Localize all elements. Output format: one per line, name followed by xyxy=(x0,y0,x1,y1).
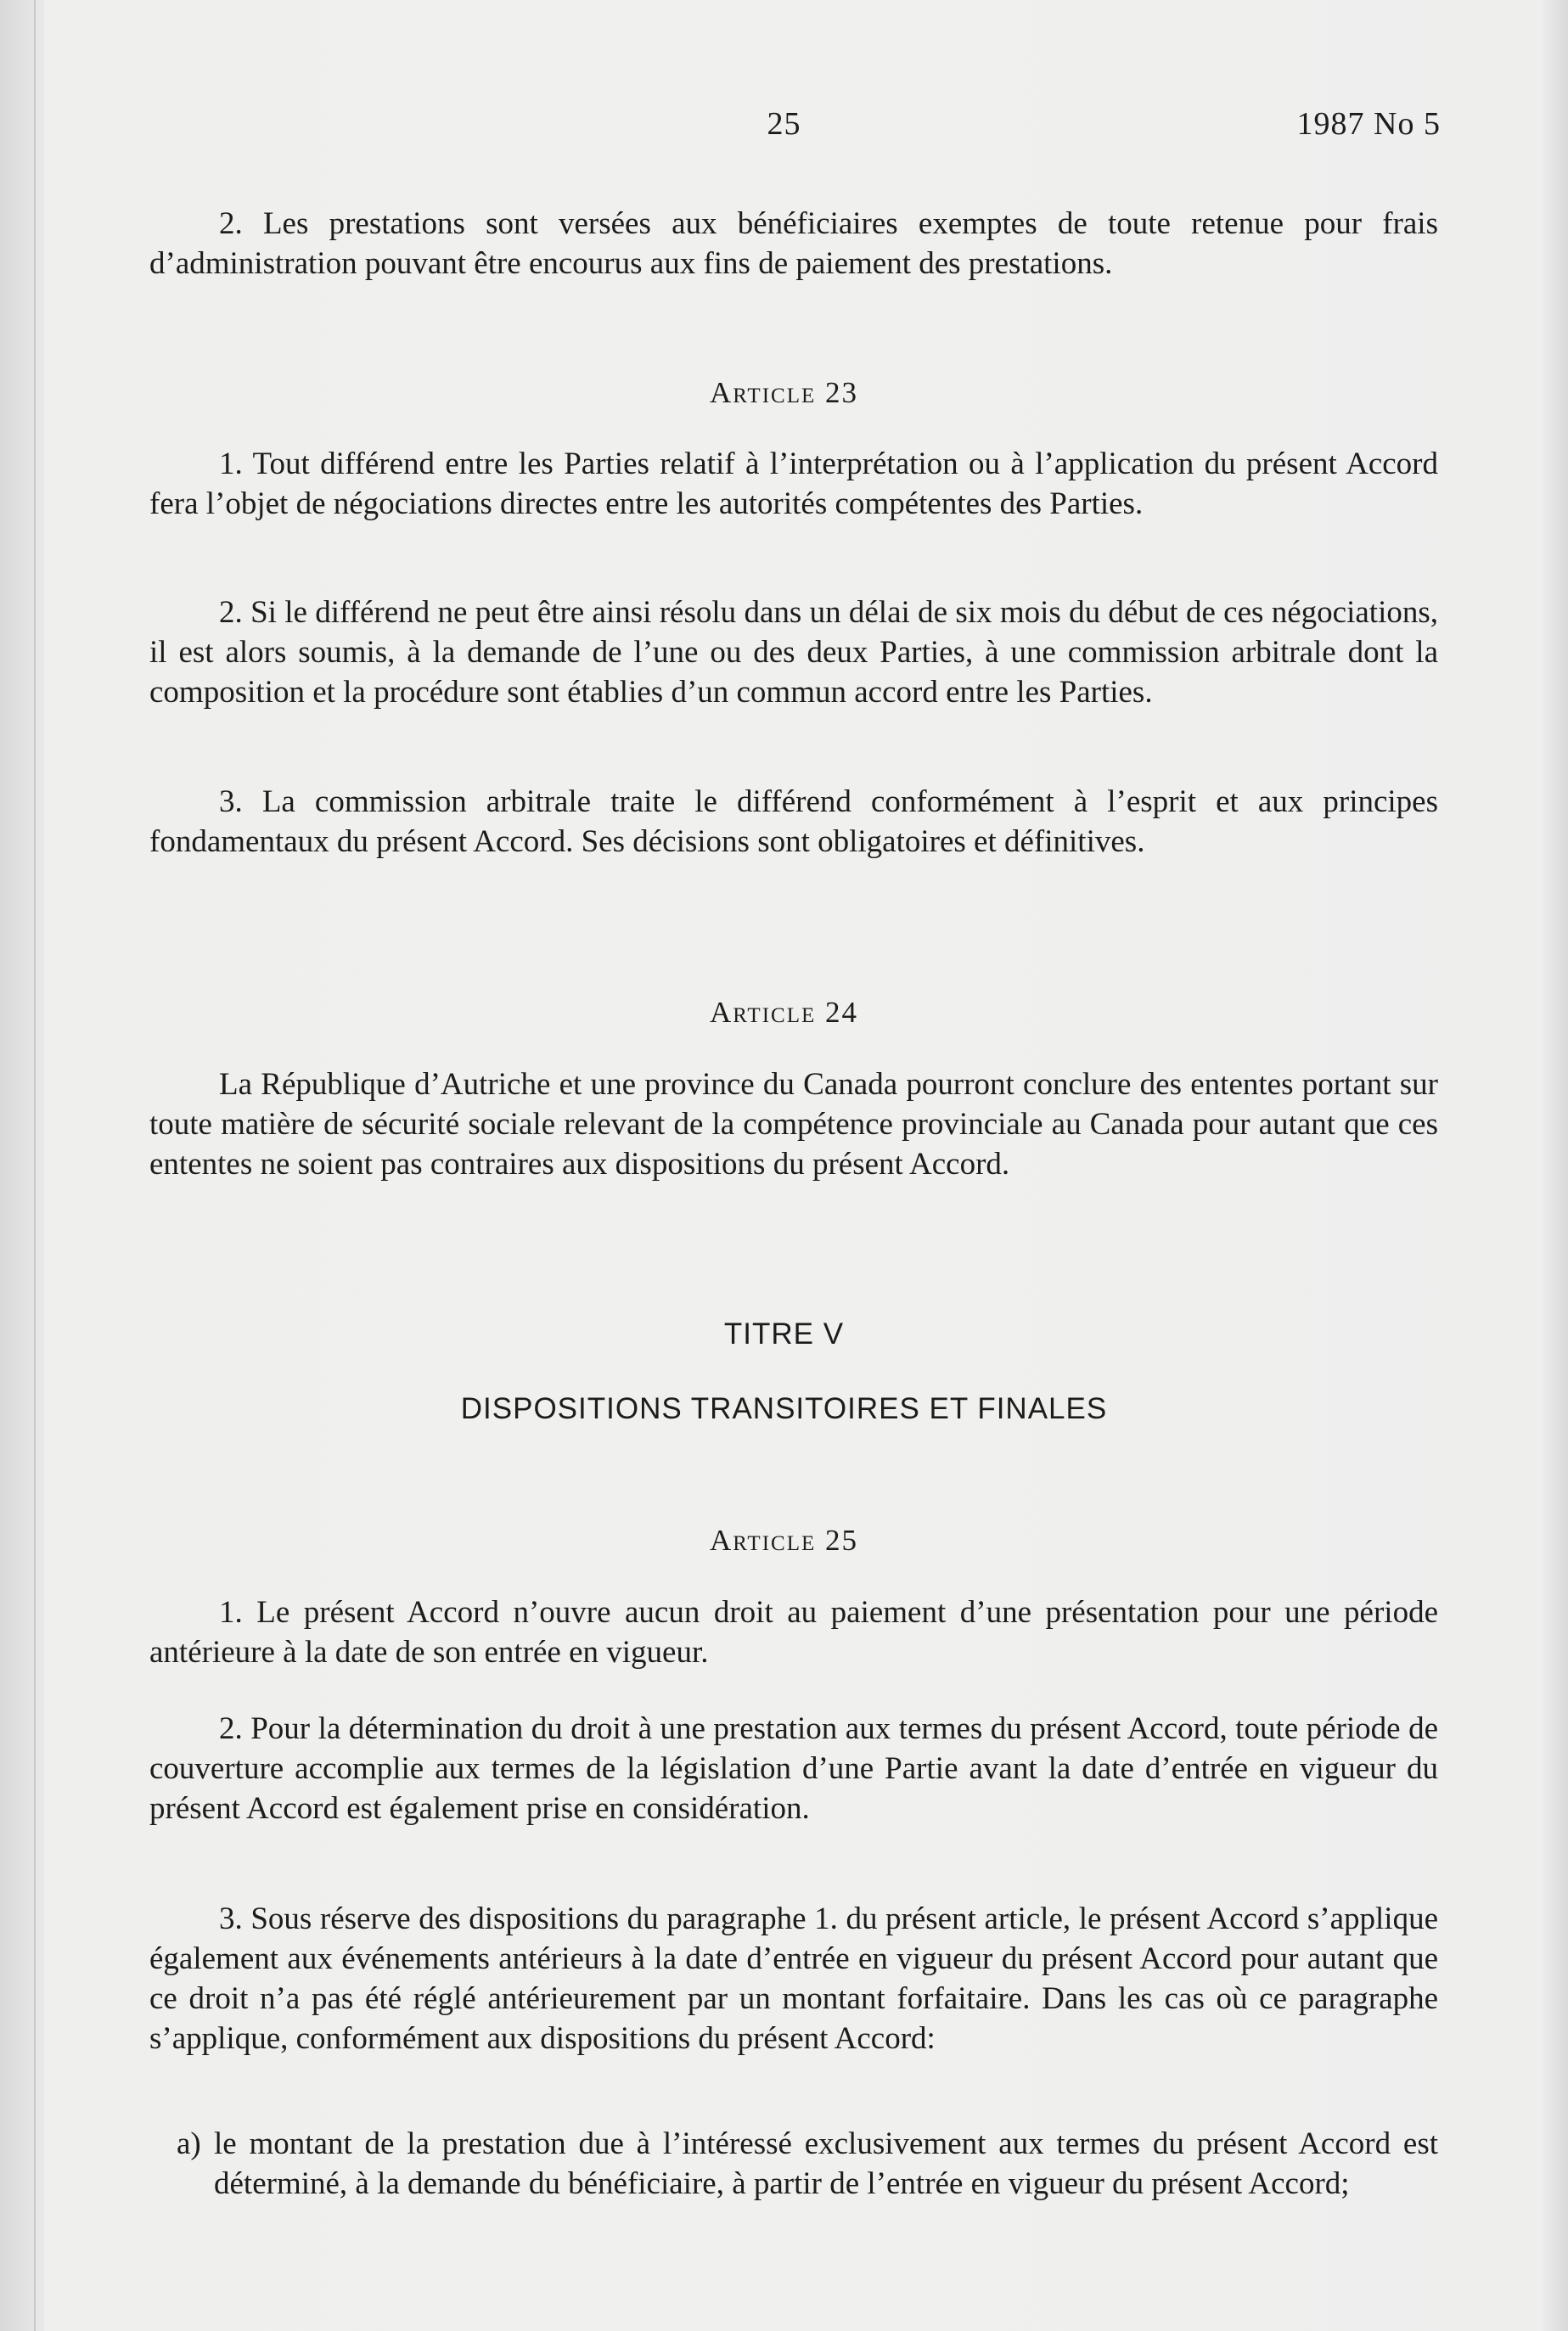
page-binding-edge xyxy=(0,0,44,2331)
article-25-paragraph-2: 2. Pour la détermination du droit à une prestation aux termes du présent Accord, toute période de couverture accomplie aux termes de la législation d’une Partie avant la date d’entrée en vigueur du présent Accord est également prise en considération. xyxy=(149,1711,1438,1826)
article-23-paragraph-3: 3. La commission arbitrale traite le différend conformément à l’esprit et aux principes fondamentaux du présent Accord. Ses décisions sont obligatoires et définitives. xyxy=(149,784,1438,859)
article-23-paragraph-2: 2. Si le différend ne peut être ainsi résolu dans un délai de six mois du début de ces négociations, il est alors soumis, à la demande de l’une ou des deux Parties, à une commission arbitrale dont la composition et la procédure sont établies d’un commun accord entre les Parties. xyxy=(149,595,1438,710)
article-23-paragraph-1: 1. Tout différend entre les Parties relatif à l’interprétation ou à l’application du présent Accord fera l’objet de négociations directes entre les autorités compétentes des Parties. xyxy=(149,447,1438,521)
title-number: TITRE V xyxy=(723,1317,845,1351)
page-right-edge xyxy=(1543,0,1568,2331)
article-25-paragraph-1: 1. Le présent Accord n’ouvre aucun droit au paiement d’une présentation pour une période antérieure à la date de son entrée en vigueur. xyxy=(149,1595,1438,1670)
issue-label: 1987 No 5 xyxy=(1296,106,1441,142)
item-a-text: le montant de la prestation due à l’intéressé exclusivement aux termes du présent Accord est déterminé, à la demande du bénéficiaire, à partir de l’entrée en vigueur du présent Accord; xyxy=(214,2126,1438,2201)
page-number: 25 xyxy=(767,106,801,142)
item-a-label: a) xyxy=(177,2126,201,2161)
article-25-paragraph-3: 3. Sous réserve des dispositions du paragraphe 1. du présent article, le présent Accord s’applique également aux événements antérieurs à la date d’entrée en vigueur du présent Accord pour autant que ce droit n’a pas été réglé antérieurement par un montant forfaitaire. Dans les cas où ce paragraphe s’applique, conformément aux dispositions du présent Accord: xyxy=(149,1901,1438,2056)
article-23-heading: Article 23 xyxy=(709,376,858,409)
article-24-paragraph: La République d’Autriche et une province du Canada pourront conclure des ententes portant sur toute matière de sécurité sociale relevant de la compétence provinciale au Canada pour autant que ces ententes ne soient pas contraires aux dispositions du présent Accord. xyxy=(149,1067,1438,1182)
article-25-heading: Article 25 xyxy=(709,1524,858,1557)
title-name: DISPOSITIONS TRANSITOIRES ET FINALES xyxy=(460,1392,1108,1425)
article-22-paragraph-2: 2. Les prestations sont versées aux bénéficiaires exemptes de toute retenue pour frais d’administration pouvant être encourus aux fins de paiement des prestations. xyxy=(149,206,1438,281)
article-24-heading: Article 24 xyxy=(709,996,858,1029)
binding-fold-line xyxy=(34,0,36,2331)
article-25-item-a xyxy=(177,2124,1438,2204)
